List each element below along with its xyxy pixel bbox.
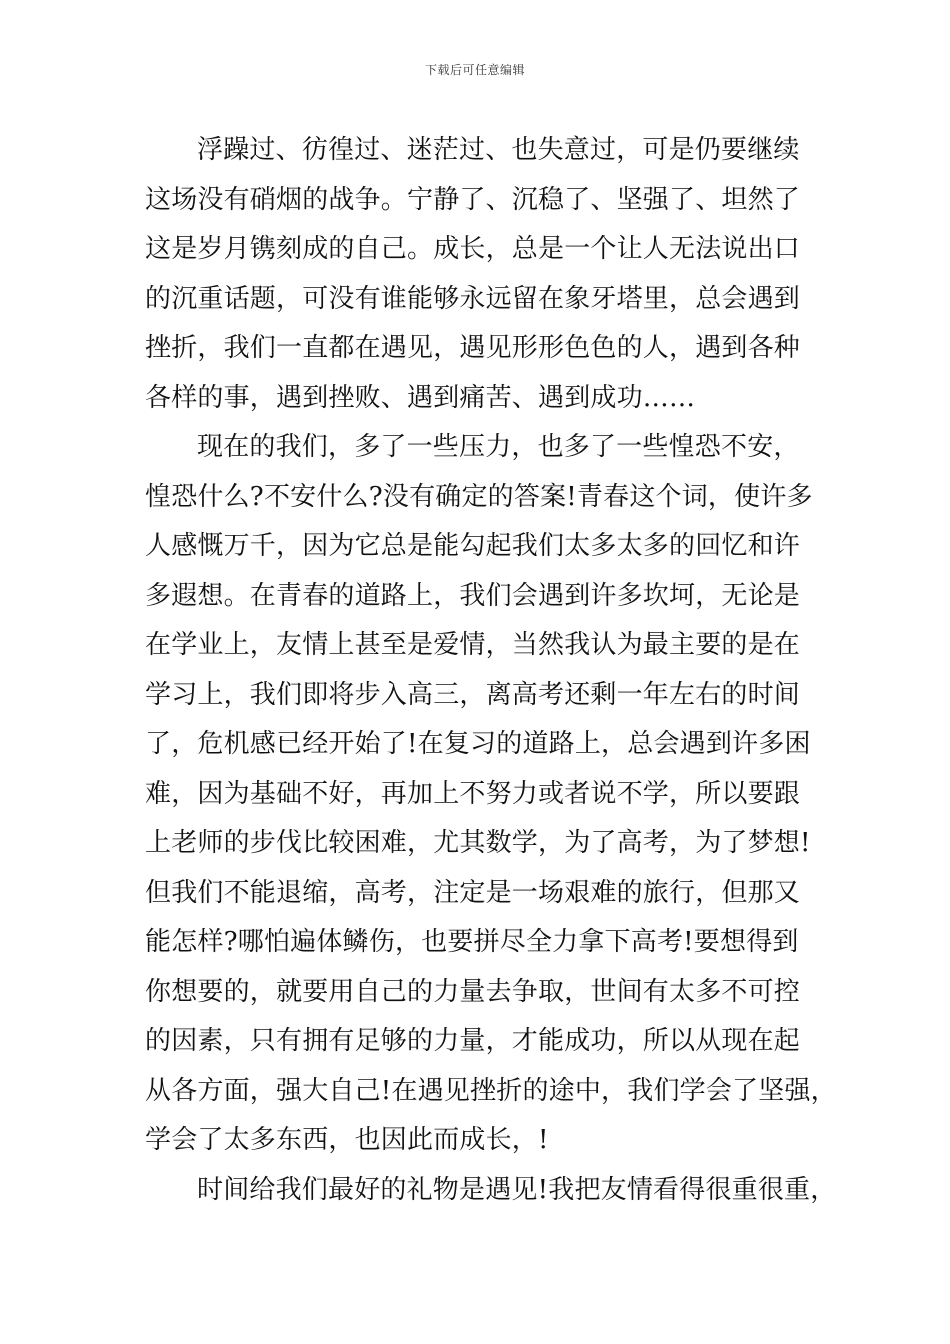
text-line: 多遐想。在青春的道路上，我们会遇到许多坎坷，无论是 [145,580,801,611]
text-line: 的沉重话题，可没有谁能够永远留在象牙塔里，总会遇到 [145,283,801,314]
text-line: 但我们不能退缩，高考，注定是一场艰难的旅行，但那又 [145,877,801,908]
text-line: 人感慨万千，因为它总是能勾起我们太多太多的回忆和许 [145,531,801,561]
text-line: 这场没有硝烟的战争。宁静了、沉稳了、坚强了、坦然了 [145,184,801,215]
text-line: 浮躁过、彷徨过、迷茫过、也失意过，可是仍要继续 [197,135,800,165]
document-body [145,126,837,1215]
text-line: 在学业上，友情上甚至是爱情，当然我认为最主要的是在 [145,630,801,660]
text-line: 各样的事，遇到挫败、遇到痛苦、遇到成功…… [145,382,696,413]
text-line: 现在的我们，多了一些压力，也多了一些惶恐不安， [197,432,800,462]
text-line: 上老师的步伐比较困难，尤其数学，为了高考，为了梦想! [145,828,811,858]
text-line: 挫折，我们一直都在遇见，遇见形形色色的人，遇到各种 [145,333,801,363]
text-line: 难，因为基础不好，再加上不努力或者说不学，所以要跟 [145,778,801,809]
text-line: 能怎样?哪怕遍体鳞伤，也要拼尽全力拿下高考!要想得到 [145,927,799,957]
paragraph-2 [145,423,837,1166]
paragraph-3 [145,1166,837,1216]
page-header: 下载后可任意编辑 [424,63,525,77]
text-line: 学习上，我们即将步入高三，离高考还剩一年左右的时间 [145,679,801,710]
text-line: 的因素，只有拥有足够的力量，才能成功，所以从现在起 [145,1026,801,1056]
text-line: 了，危机感已经开始了!在复习的道路上，总会遇到许多困 [145,729,811,759]
text-line: 你想要的，就要用自己的力量去争取，世间有太多不可控 [145,976,801,1007]
text-line: 这是岁月镌刻成的自己。成长，总是一个让人无法说出口 [145,234,801,264]
text-line: 学会了太多东西，也因此而成长，! [145,1125,549,1155]
text-line: 从各方面，强大自己!在遇见挫折的途中，我们学会了坚强， [145,1075,837,1106]
paragraph-1 [145,126,805,423]
text-line: 惶恐什么?不安什么?没有确定的答案!青春这个词，使许多 [145,481,813,512]
text-line: 时间给我们最好的礼物是遇见!我把友情看得很重很重， [197,1174,837,1205]
